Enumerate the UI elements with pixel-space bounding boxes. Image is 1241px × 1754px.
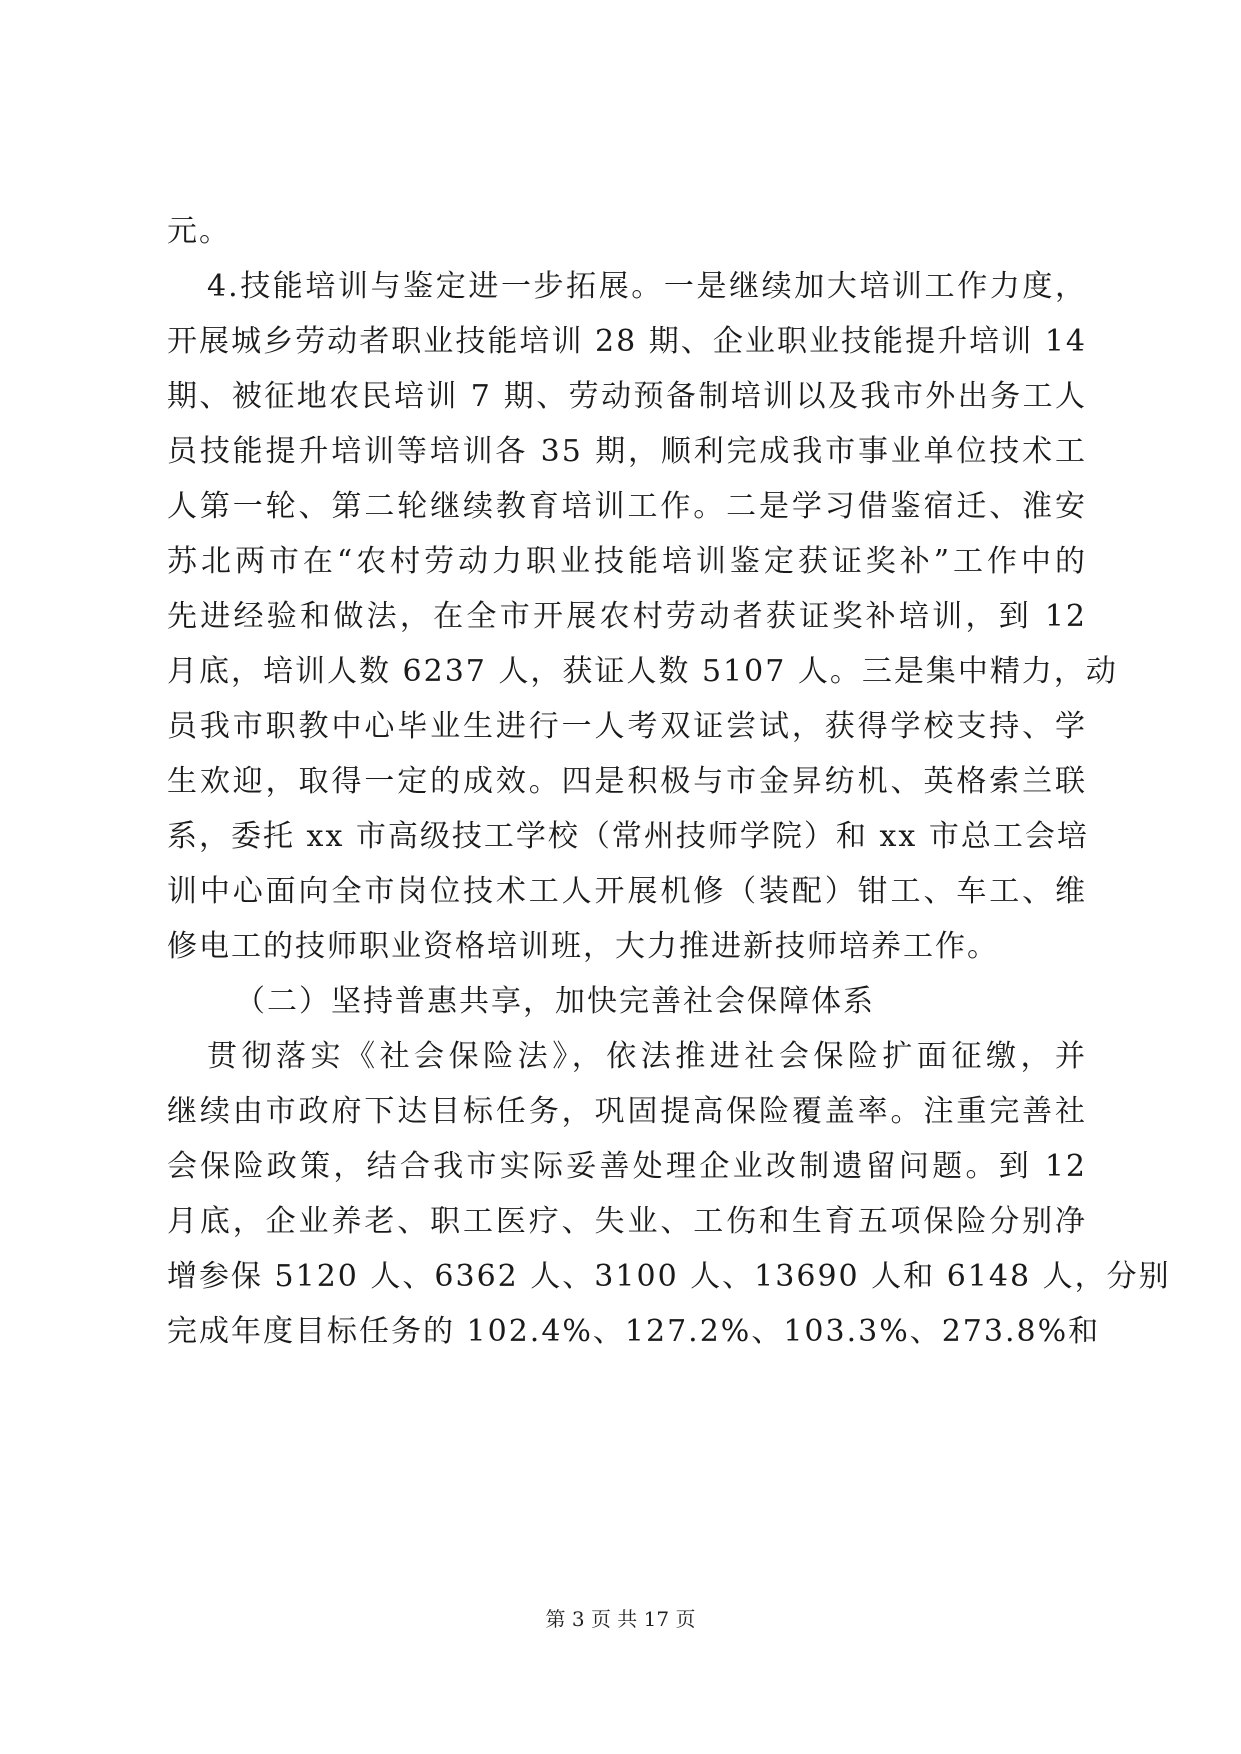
text-line-4: 期、被征地农民培训 7 期、劳动预备制培训以及我市外出务工人	[167, 379, 1087, 414]
text-line-14: 修电工的技师职业资格培训班，大力推进新技师培养工作。	[167, 929, 999, 964]
text-line-1: 元。	[167, 214, 231, 249]
text-line-7: 苏北两市在“农村劳动力职业技能培训鉴定获证奖补”工作中的	[167, 544, 1087, 579]
text-line-16: 贯彻落实《社会保险法》，依法推进社会保险扩面征缴，并	[207, 1039, 1087, 1074]
text-line-10: 员我市职教中心毕业生进行一人考双证尝试，获得学校支持、学	[167, 709, 1087, 744]
page-footer: 第 3 页 共 17 页	[545, 1607, 696, 1631]
text-line-3: 开展城乡劳动者职业技能培训 28 期、企业职业技能提升培训 14	[167, 324, 1087, 359]
text-line-5: 员技能提升培训等培训各 35 期，顺利完成我市事业单位技术工	[167, 434, 1087, 469]
text-line-17: 继续由市政府下达目标任务，巩固提高保险覆盖率。注重完善社	[167, 1094, 1087, 1129]
text-line-20: 增参保 5120 人、6362 人、3100 人、13690 人和 6148 人，分别	[167, 1259, 1171, 1294]
text-line-2: 4.技能培训与鉴定进一步拓展。一是继续加大培训工作力度，	[207, 269, 1087, 304]
text-line-6: 人第一轮、第二轮继续教育培训工作。二是学习借鉴宿迁、淮安	[167, 489, 1087, 524]
text-line-12: 系，委托 xx 市高级技工学校（常州技师学院）和 xx 市总工会培	[167, 819, 1089, 854]
text-line-18: 会保险政策，结合我市实际妥善处理企业改制遗留问题。到 12	[167, 1149, 1087, 1184]
section-heading: （二）坚持普惠共享，加快完善社会保障体系	[235, 984, 875, 1019]
text-line-13: 训中心面向全市岗位技术工人开展机修（装配）钳工、车工、维	[167, 874, 1087, 909]
text-line-19: 月底，企业养老、职工医疗、失业、工伤和生育五项保险分别净	[167, 1204, 1087, 1239]
text-line-8: 先进经验和做法，在全市开展农村劳动者获证奖补培训，到 12	[167, 599, 1087, 634]
text-line-21: 完成年度目标任务的 102.4%、127.2%、103.3%、273.8%和	[167, 1314, 1101, 1349]
text-line-9: 月底，培训人数 6237 人，获证人数 5107 人。三是集中精力，动	[167, 654, 1118, 689]
text-line-11: 生欢迎，取得一定的成效。四是积极与市金昇纺机、英格索兰联	[167, 764, 1087, 799]
